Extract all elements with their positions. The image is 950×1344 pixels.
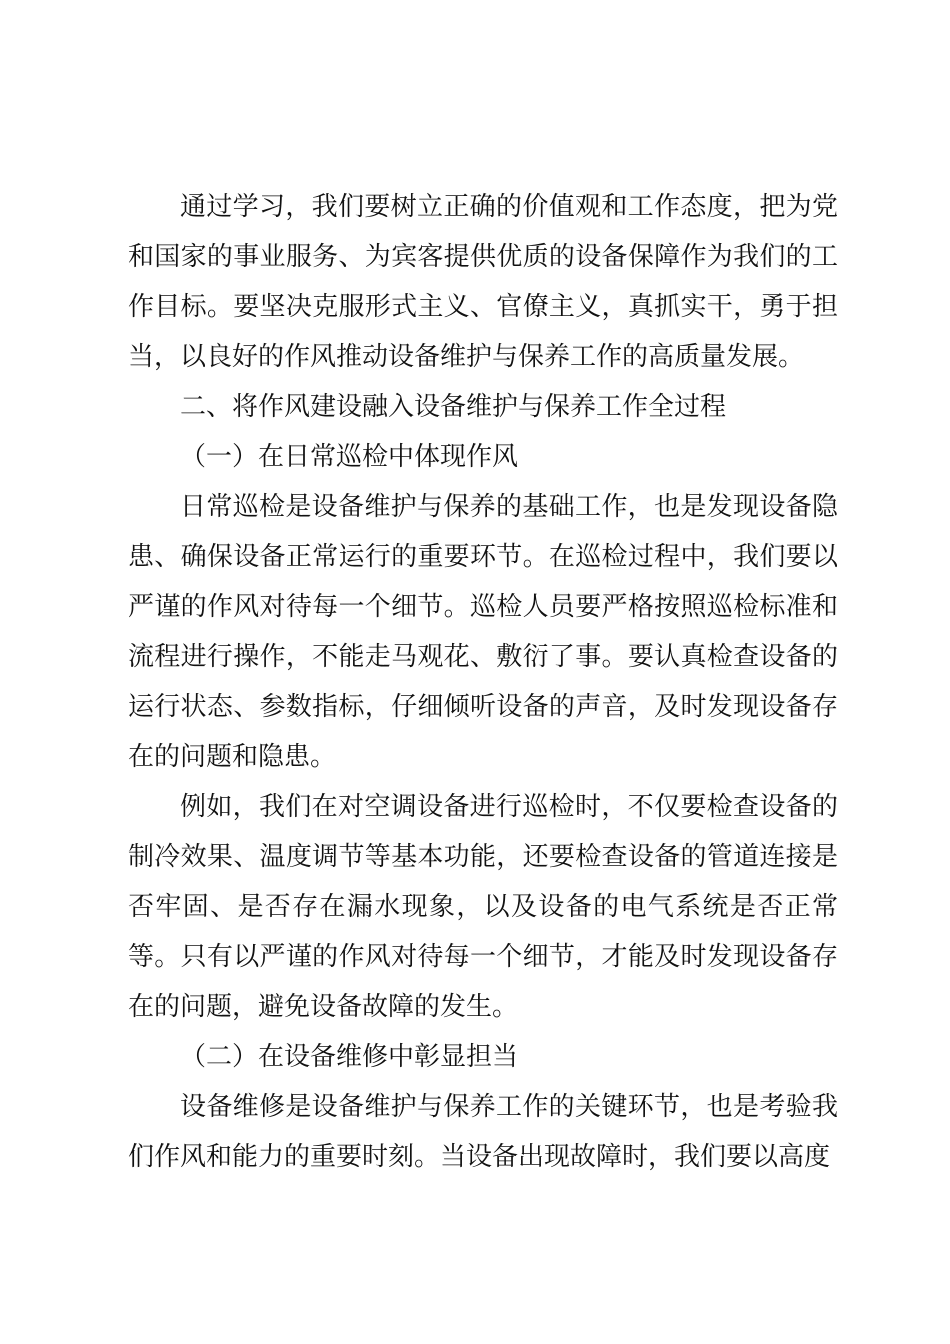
subsection-heading-2: （二）在设备维修中彰显担当 — [180, 1042, 519, 1072]
paragraph-daily-inspection: 日常巡检是设备维护与保养的基础工作，也是发现设备隐患、确保设备正常运行的重要环节。在巡检过程中，我们要以严谨的作风对待每一个细节。巡检人员要严格按照巡检标准和流程进行操作，不能走马观花、敷衍了事。要认真检查设备的运行状态、参数指标，仔细倾听设备的声音，及时发现设备存在的问题和隐患。 — [128, 492, 838, 772]
document-body — [128, 182, 838, 1182]
subsection-heading-1: （一）在日常巡检中体现作风 — [180, 442, 519, 472]
paragraph-ac-example: 例如，我们在对空调设备进行巡检时，不仅要检查设备的制冷效果、温度调节等基本功能，还要检查设备的管道连接是否牢固、是否存在漏水现象，以及设备的电气系统是否正常等。只有以严谨的作风对待每一个细节，才能及时发现设备存在的问题，避免设备故障的发生。 — [128, 792, 838, 1022]
section-heading-2: 二、将作风建设融入设备维护与保养工作全过程 — [180, 392, 727, 422]
paragraph-study-goals: 通过学习，我们要树立正确的价值观和工作态度，把为党和国家的事业服务、为宾客提供优质的设备保障作为我们的工作目标。要坚决克服形式主义、官僚主义，真抓实干，勇于担当，以良好的作风推动设备维护与保养工作的高质量发展。 — [128, 192, 838, 372]
paragraph-equipment-repair: 设备维修是设备维护与保养工作的关键环节，也是考验我们作风和能力的重要时刻。当设备出现故障时，我们要以高度 — [128, 1092, 838, 1172]
